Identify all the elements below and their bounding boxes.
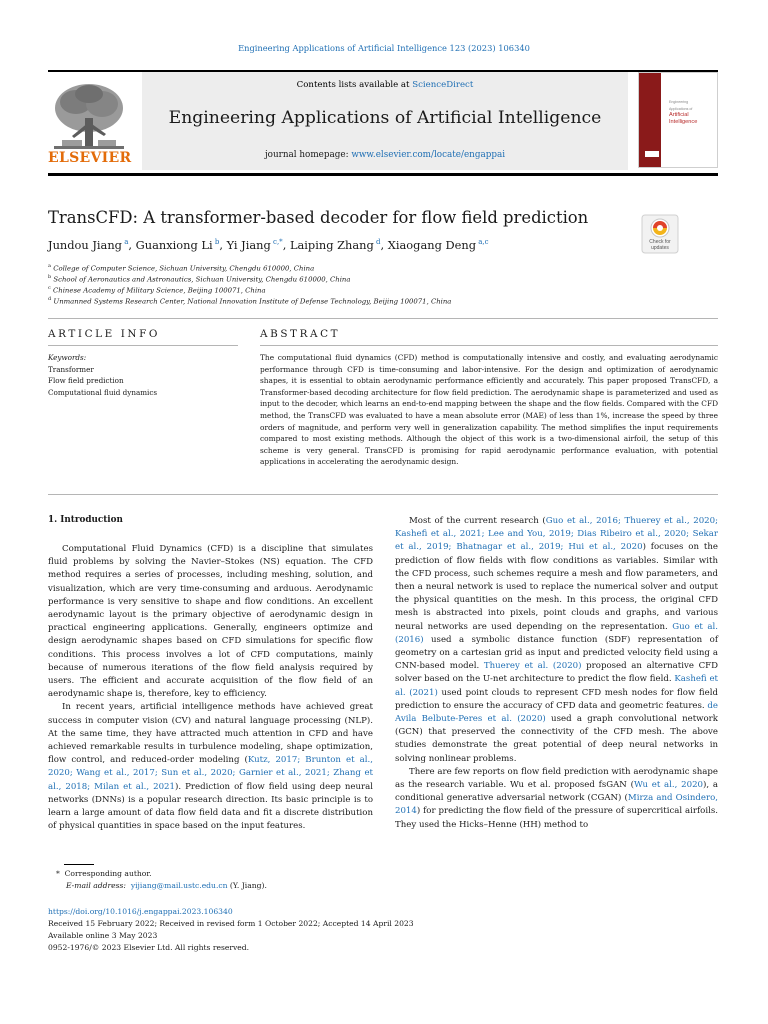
body-text: ) for predicting the flow field of the pressure of supercritical airfoils. They used the Hicks–Henne (HH) method to [395,806,718,830]
footnote-email [66,880,267,892]
affiliation-sup: d [48,296,52,302]
email-label: E-mail address: [66,881,126,890]
footnote-rule [64,864,94,865]
cover-title-line: Applications of [669,106,693,111]
journal-cover-thumbnail[interactable] [638,72,718,168]
body-left-column [48,543,373,833]
divider [48,494,718,495]
body-paragraph: Computational Fluid Dynamics (CFD) is a discipline that simulates fluid problems by solving the Navier–Stokes (NS) equation. The CFD method requires a series of processes, including meshing, solution, and visualization, which are very time-consuming and arduous. Aerodynamic performance is very sensitive to shape and flow conditions. An excellent aerodynamic layout is the primary objective of aerodynamic design in practical engineering applications. Generally, engineers optimize and design aerodynamic shapes based on CFD simulations for specific flow conditions. This process involves a lot of CFD computations, mainly because of numerous iterations of the flow field analysis required by users. The efficient and accurate acquisition of the flow field of an aerodynamic shape is, therefore, key to efficiency. [48,544,373,700]
body-text: ), a conditional generative adversarial network (CGAN) ( [395,780,718,804]
cover-title [669,99,697,125]
header-bottom-rule [48,173,718,176]
author-sup[interactable]: a,c [478,238,489,247]
body-text: Most of the current research ( [409,516,546,526]
homepage-link[interactable]: www.elsevier.com/locate/engappai [351,150,506,160]
journal-name: Engineering Applications of Artificial Intelligence [168,108,602,128]
abstract-text: The computational fluid dynamics (CFD) method is computationally intensive and costly, and evaluating aerodynamic performance through CFD is time-consuming and labor-intensive. For the design and optimization of aerodynamic shapes, it is essential to obtain aerodynamic performance efficiently and accurately. This paper proposed TransCFD, a Transformer-based decoding architecture for flow field prediction. The aerodynamic shape is parameterized and used as input to the decoder, which learns an end-to-end mapping between the shape and the flow fields. Compared with the CFD method, the TransCFD was evaluated to have a mean absolute error (MAE) of less than 1%, increase the speed by three orders of magnitude, and perform very well in generalization capability. The method simplifies the input requirements compared to most existing methods. Although the object of this work is a two-dimensional airfoil, the setup of this scheme is very general. TransCFD is promising for rapid aerodynamic performance evaluation, with potential applications in accelerating the aerodynamic design. [260,353,718,467]
author-sup[interactable]: a [124,238,129,247]
body-text: There are few reports on flow field prediction with aerodynamic shape as the research variable. Wu et al. proposed fsGAN ( [395,766,718,791]
author-name[interactable]: Yi Jiang [226,238,271,252]
author-name[interactable]: Guanxiong Li [135,238,213,252]
citation-link[interactable]: de Avila Belbute-Peres et al. (2020) [395,700,718,725]
affiliation-sup: c [48,285,51,291]
cover-title-line: Engineering [669,100,689,104]
body-text: ). Prediction of flow field using deep neural networks (DNNs) is a popular research direction. Its basic principle is to learn a large amount of data flow field data and fit a discrete distribution of physical quantities in space based on the input features. [48,781,373,832]
footnote-text: Corresponding author. [64,869,152,878]
homepage-prefix: journal homepage: [264,150,352,160]
citation-link[interactable]: Mirza and Osindero, 2014 [395,793,718,817]
article-title: TransCFD: A transformer-based decoder for flow field prediction [48,208,589,227]
body-text: proposed an alternative CFD solver based on the U-net architecture to predict the flow field. [395,661,718,685]
divider [48,345,238,346]
email-suffix: (Y. Jiang). [227,881,267,890]
divider [260,345,718,346]
body-text: used a graph convolutional network (GCN) that preserved the connectivity of the CFD mesh. The above studies demonstrate the great potential of deep neural networks in solving nonlinear problems. [395,714,718,764]
body-text: used a symbolic distance function (SDF) representation of geometry on a cartesian grid as input and predicted velocity field using a CNN-based model. [395,634,718,672]
citation-link[interactable]: Thuerey et al. (2020) [483,661,582,672]
author-name[interactable]: Jundou Jiang [48,238,122,252]
affiliation-text: College of Computer Science, Sichuan University, Chengdu 610000, China [53,264,315,273]
check-for-updates-badge[interactable] [640,214,680,254]
doi-link[interactable]: https://doi.org/10.1016/j.engappai.2023.106340 [48,907,233,916]
author-name[interactable]: Laiping Zhang [289,238,374,252]
received-line: Received 15 February 2022; Received in revised form 1 October 2022; Accepted 14 April 2023 [48,919,414,928]
keywords-label: Keywords: [48,353,87,362]
body-text: ) focuses on the prediction of flow fields with flow conditions as variables. Similar with the CFD process, such schemes require a mesh and flow parameters, and then a neural network is used to replace the numerical solver and output the physical quantities on the mesh. In this process, the original CFD mesh is abstracted into pixels, point clouds and graphs, and various neural networks are used depending on the representation. [395,542,718,632]
citation-link[interactable]: Guo et al. (2016) [395,621,718,645]
author-sup[interactable]: c,* [273,238,283,247]
cover-strip-mark [645,151,659,157]
check-label-2: updates [651,245,669,251]
article-info-heading: ARTICLE INFO [48,328,161,340]
author-sup[interactable]: b [214,238,220,247]
keywords-block [48,352,238,398]
body-paragraph [48,701,373,833]
body-paragraph [395,515,718,766]
contents-prefix: Contents lists available at [296,80,413,90]
author-list: Jundou Jiang $^a$, Guanxiong Li $^b$, Yi Jiang $^{c,*}$, Laiping Zhang $^d$, Xiaogang Deng $^{a,c}$ [48,238,489,252]
cover-title-line: Intelligence [669,118,698,125]
affiliation-text: Unmanned Systems Research Center, National Innovation Institute of Defense Technology, Beijing 100071, China [53,297,452,306]
check-label-1: Check for [649,239,671,245]
abstract-heading: ABSTRACT [260,328,341,340]
citation-link[interactable]: Wu et al., 2020 [633,780,704,791]
keyword: Flow field prediction [48,376,124,386]
author-name[interactable]: Xiaogang Deng [387,238,476,252]
footnote-mark: * [56,869,60,878]
copyright-line: 0952-1976/© 2023 Elsevier Ltd. All rights reserved. [48,943,250,952]
affiliation-sup: b [48,274,52,280]
author-sup[interactable]: d [376,238,381,247]
section-title: 1. Introduction [48,515,123,525]
citation-link[interactable]: Kutz, 2017; Brunton et al., 2020; Wang et al., 2017; Sun et al., 2020; Garnier et al., 2021; Zhang et al., 2018; Milan et al., 2021 [48,755,374,792]
citation-link[interactable]: Kashefi et al. (2021) [395,674,718,698]
homepage-line [142,150,628,160]
divider [48,318,718,319]
affiliation-text: School of Aeronautics and Astronautics, Sichuan University, Chengdu 610000, China [53,275,351,284]
sciencedirect-link[interactable]: ScienceDirect [412,80,474,90]
contents-line [142,80,628,90]
body-text: used point clouds to represent CFD mesh nodes for flow field prediction to ensure the accuracy of CFD data and geometric features. [395,687,718,711]
body-right-column [395,515,718,832]
citation-link[interactable]: Guo et al., 2016; Thuerey et al., 2020; Kashefi et al., 2021; Lee and You, 2019; Dias Ribeiro et al., 2020; Sekar et al., 2019; Bhatnagar et al., 2019; Hui et al., 2020 [395,516,718,553]
affiliation-text: Chinese Academy of Military Science, Beijing 100071, China [53,286,266,295]
footnote-corresponding [56,868,152,880]
running-head[interactable]: Engineering Applications of Artificial Intelligence 123 (2023) 106340 [238,43,530,53]
body-text: In recent years, artificial intelligence methods have achieved great success in computer vision (CV) and natural language processing (NLP). At the same time, they have attracted much attention in CFD and have achieved remarkable results in turbulence modeling, shape optimization, flow control, and reduced-order modeling ( [48,702,373,766]
affiliation-line [48,294,451,307]
check-updates-icon [640,214,680,254]
affiliation-sup: a [48,263,51,269]
keyword: Transformer [48,364,94,374]
cover-title-line: Artificial [669,112,689,118]
available-line: Available online 3 May 2023 [48,931,158,940]
email-link[interactable]: yijiang@mail.ustc.edu.cn [130,881,228,890]
publisher-wordmark: ELSEVIER [48,150,132,166]
keyword: Computational fluid dynamics [48,387,158,397]
body-paragraph [395,766,718,832]
